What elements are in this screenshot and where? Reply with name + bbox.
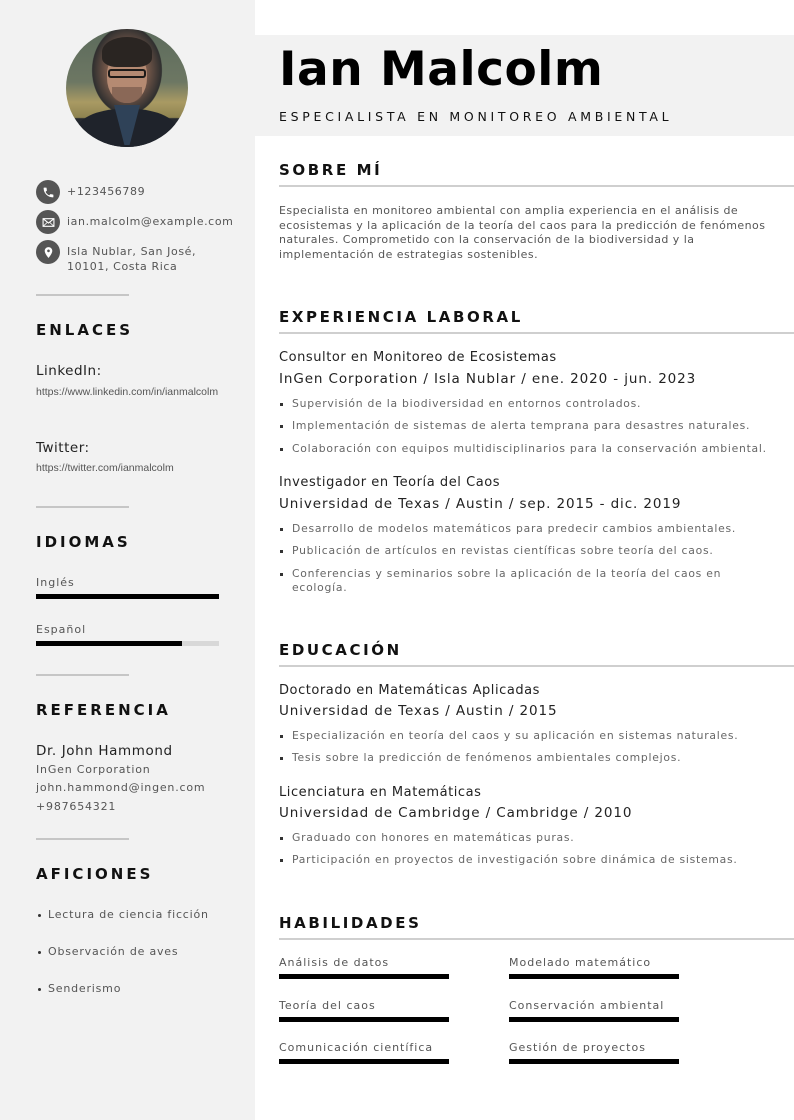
twitter-label: Twitter: xyxy=(36,440,90,456)
profile-name: Ian Malcolm xyxy=(279,42,604,97)
email-icon xyxy=(36,210,60,234)
skill-item xyxy=(509,1041,679,1064)
email-address[interactable]: ian.malcolm@example.com xyxy=(67,215,234,228)
skill-bar xyxy=(509,1059,679,1064)
skill-item xyxy=(279,956,449,979)
skill-label: Comunicación científica xyxy=(279,1041,434,1054)
list-item: Supervisión de la biodiversidad en entornos controlados. xyxy=(279,397,769,412)
contact-info xyxy=(36,180,236,280)
skill-bar xyxy=(279,1017,449,1022)
reference-company: InGen Corporation xyxy=(36,763,151,776)
experience-bullets xyxy=(279,522,769,603)
avatar-hair xyxy=(102,37,152,67)
skill-bar xyxy=(509,974,679,979)
bullet-icon xyxy=(38,951,41,954)
location-pin-icon xyxy=(36,240,60,264)
experience-role: Investigador en Teoría del Caos xyxy=(279,475,501,490)
reference-phone: +987654321 xyxy=(36,800,117,813)
divider xyxy=(36,294,129,296)
language-english-label: Inglés xyxy=(36,576,75,589)
about-title: SOBRE MÍ xyxy=(279,161,383,179)
skill-label: Conservación ambiental xyxy=(509,999,665,1012)
education-degree: Licenciatura en Matemáticas xyxy=(279,785,482,800)
divider xyxy=(36,674,129,676)
linkedin-label: LinkedIn: xyxy=(36,363,102,379)
list-item: Participación en proyectos de investigación sobre dinámica de sistemas. xyxy=(279,853,769,868)
skill-label: Análisis de datos xyxy=(279,956,390,969)
experience-role: Consultor en Monitoreo de Ecosistemas xyxy=(279,350,557,365)
avatar-beard xyxy=(112,87,142,103)
list-item: Implementación de sistemas de alerta temprana para desastres naturales. xyxy=(279,419,769,434)
language-spanish-bar xyxy=(36,641,219,646)
linkedin-url[interactable]: https://www.linkedin.com/in/ianmalcolm xyxy=(36,386,219,398)
contact-phone xyxy=(36,180,236,204)
profile-title: ESPECIALISTA EN MONITOREO AMBIENTAL xyxy=(279,109,673,124)
section-rule xyxy=(279,185,794,187)
phone-number: +123456789 xyxy=(67,185,146,198)
language-spanish-fill xyxy=(36,641,182,646)
about-text: Especialista en monitoreo ambiental con amplia experiencia en el análisis de ecosistemas y la aplicación de la teoría del caos para la predicción de fenómenos naturales. Comprometido con la conservación de la biodiversidad y la implementación de estrategias sostenibles. xyxy=(279,204,766,262)
list-item: Graduado con honores en matemáticas puras. xyxy=(279,831,769,846)
skill-item xyxy=(279,1041,449,1064)
bullet-icon xyxy=(38,914,41,917)
skill-bar xyxy=(509,1017,679,1022)
language-english-fill xyxy=(36,594,219,599)
links-title: ENLACES xyxy=(36,321,134,339)
bullet-icon xyxy=(38,988,41,991)
sidebar xyxy=(0,0,255,1120)
list-item: Tesis sobre la predicción de fenómenos ambientales complejos. xyxy=(279,751,769,766)
experience-bullets xyxy=(279,397,769,464)
skill-bar xyxy=(279,1059,449,1064)
hobby-item: Observación de aves xyxy=(36,945,178,958)
contact-address xyxy=(36,240,236,274)
phone-icon xyxy=(36,180,60,204)
list-item: Especialización en teoría del caos y su aplicación en sistemas naturales. xyxy=(279,729,769,744)
address-line-1: Isla Nublar, San José, xyxy=(67,245,197,258)
reference-email[interactable]: john.hammond@ingen.com xyxy=(36,781,206,794)
reference-name: Dr. John Hammond xyxy=(36,743,173,759)
experience-details: Universidad de Texas / Austin / sep. 2015 - dic. 2019 xyxy=(279,496,682,512)
list-item: Colaboración con equipos multidisciplinarios para la conservación ambiental. xyxy=(279,442,769,457)
list-item: Conferencias y seminarios sobre la aplicación de la teoría del caos en ecología. xyxy=(279,567,769,596)
experience-title: EXPERIENCIA LABORAL xyxy=(279,308,523,326)
skill-item xyxy=(509,999,679,1022)
address xyxy=(67,240,196,274)
skill-item xyxy=(509,956,679,979)
list-item: Publicación de artículos en revistas científicas sobre teoría del caos. xyxy=(279,544,769,559)
hobbies-title: AFICIONES xyxy=(36,865,154,883)
section-rule xyxy=(279,332,794,334)
education-bullets xyxy=(279,831,769,876)
skill-bar xyxy=(279,974,449,979)
education-details: Universidad de Texas / Austin / 2015 xyxy=(279,703,558,719)
skill-item xyxy=(279,999,449,1022)
experience-details: InGen Corporation / Isla Nublar / ene. 2020 - jun. 2023 xyxy=(279,371,697,387)
contact-email xyxy=(36,210,236,234)
hobby-item: Lectura de ciencia ficción xyxy=(36,908,209,921)
education-title: EDUCACIÓN xyxy=(279,641,402,659)
reference-title: REFERENCIA xyxy=(36,701,171,719)
skill-label: Teoría del caos xyxy=(279,999,376,1012)
divider xyxy=(36,838,129,840)
skills-title: HABILIDADES xyxy=(279,914,422,932)
avatar xyxy=(66,29,188,147)
section-rule xyxy=(279,938,794,940)
main-content xyxy=(255,0,794,1120)
section-rule xyxy=(279,665,794,667)
education-details: Universidad de Cambridge / Cambridge / 2010 xyxy=(279,805,633,821)
twitter-url[interactable]: https://twitter.com/ianmalcolm xyxy=(36,462,174,474)
languages-title: IDIOMAS xyxy=(36,533,131,551)
language-english-bar xyxy=(36,594,219,599)
skill-label: Gestión de proyectos xyxy=(509,1041,646,1054)
hobby-item: Senderismo xyxy=(36,982,121,995)
list-item: Desarrollo de modelos matemáticos para predecir cambios ambientales. xyxy=(279,522,769,537)
language-spanish-label: Español xyxy=(36,623,87,636)
education-degree: Doctorado en Matemáticas Aplicadas xyxy=(279,683,540,698)
divider xyxy=(36,506,129,508)
address-line-2: 10101, Costa Rica xyxy=(67,260,178,273)
avatar-glasses xyxy=(108,69,146,78)
education-bullets xyxy=(279,729,769,774)
skill-label: Modelado matemático xyxy=(509,956,652,969)
